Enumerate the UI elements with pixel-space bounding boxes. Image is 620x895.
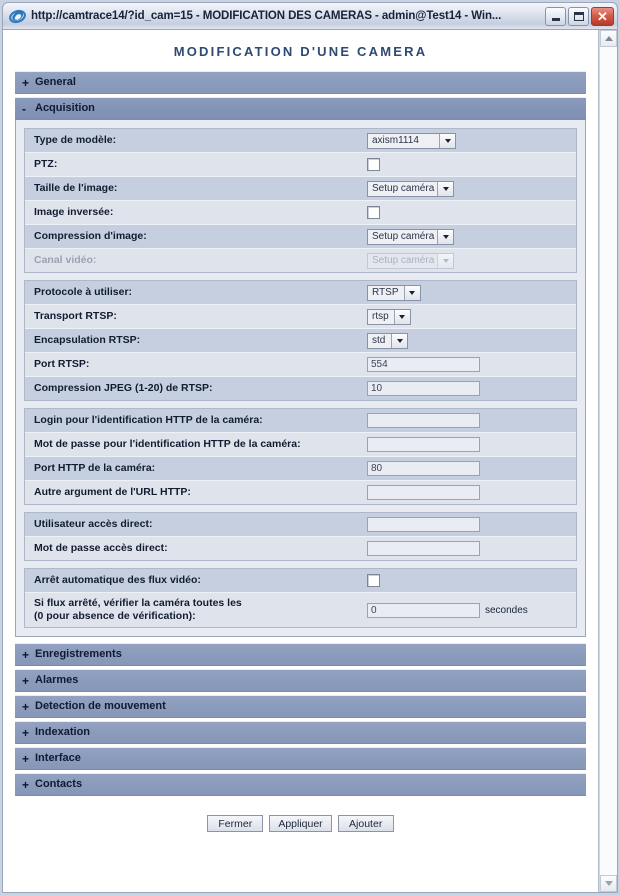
label-verification-flux <box>25 593 363 627</box>
label-login-http: Login pour l'identification HTTP de la caméra: <box>34 413 263 426</box>
expand-plus-icon: + <box>22 725 30 740</box>
row-compression-image <box>25 225 576 249</box>
row-arret-auto <box>25 569 576 593</box>
section-header-detection[interactable] <box>15 695 586 718</box>
label-type-modele: Type de modèle: <box>34 133 117 146</box>
section-label-general: General <box>35 76 76 88</box>
label-compression-image: Compression d'image: <box>34 229 147 242</box>
section-header-indexation[interactable] <box>15 721 586 744</box>
field-mdp-direct <box>363 538 576 559</box>
close-form-button[interactable]: Fermer <box>207 815 263 832</box>
window-client-area <box>2 30 618 893</box>
section-label-enregistrements: Enregistrements <box>35 648 122 661</box>
select-encapsulation-rtsp[interactable] <box>367 333 408 349</box>
row-protocole <box>25 281 576 305</box>
apply-button[interactable]: Appliquer <box>269 815 331 832</box>
scrollbar-track[interactable] <box>600 47 617 875</box>
chevron-down-icon <box>437 254 453 268</box>
select-canal-video <box>367 253 454 269</box>
label-verification-line1: Si flux arrêté, vérifier la caméra toutes les <box>34 597 242 609</box>
row-port-http <box>25 457 576 481</box>
row-taille-image <box>25 177 576 201</box>
section-header-enregistrements[interactable] <box>15 643 586 666</box>
select-value-canal-video: Setup caméra <box>372 255 435 266</box>
select-value-taille-image: Setup caméra <box>372 183 435 194</box>
field-verification-flux <box>363 600 576 621</box>
select-compression-image[interactable] <box>367 229 454 245</box>
expand-plus-icon: + <box>22 75 30 90</box>
scroll-down-button[interactable] <box>600 875 617 892</box>
label-image-inversee: Image inversée: <box>34 205 114 218</box>
section-header-interface[interactable] <box>15 747 586 770</box>
label-arret-auto: Arrêt automatique des flux vidéo: <box>34 573 201 586</box>
field-port-http <box>363 458 576 479</box>
page-frame <box>3 30 599 892</box>
checkbox-ptz[interactable] <box>367 158 380 171</box>
section-label-contacts: Contacts <box>35 778 83 791</box>
field-autre-argument <box>363 482 576 503</box>
field-utilisateur-direct <box>363 514 576 535</box>
row-utilisateur-direct <box>25 513 576 537</box>
label-mdp-direct: Mot de passe accès direct: <box>34 541 168 554</box>
field-protocole <box>363 282 576 304</box>
group-rtsp-settings <box>24 280 577 401</box>
expand-plus-icon: + <box>22 673 30 688</box>
input-login-http[interactable] <box>367 413 480 428</box>
section-label-indexation: Indexation <box>35 726 91 739</box>
add-button[interactable]: Ajouter <box>338 815 394 832</box>
maximize-button[interactable] <box>568 7 589 26</box>
row-canal-video <box>25 249 576 272</box>
group-model-settings <box>24 128 577 273</box>
row-mdp-http <box>25 433 576 457</box>
scroll-up-button[interactable] <box>600 30 617 47</box>
label-canal-video: Canal vidéo: <box>34 253 97 266</box>
section-header-alarmes[interactable] <box>15 669 586 692</box>
internet-explorer-icon <box>9 8 26 25</box>
select-value-compression-image: Setup caméra <box>372 231 435 242</box>
close-icon: ✕ <box>597 8 608 24</box>
field-compression-image <box>363 226 576 248</box>
chevron-down-icon <box>439 134 455 148</box>
row-mdp-direct <box>25 537 576 560</box>
window-controls <box>545 7 614 26</box>
checkbox-image-inversee[interactable] <box>367 206 380 219</box>
select-taille-image[interactable] <box>367 181 454 197</box>
field-image-inversee <box>363 203 576 222</box>
row-port-rtsp <box>25 353 576 377</box>
page-bottom-spacer <box>3 842 598 850</box>
group-http-settings <box>24 408 577 505</box>
select-type-modele[interactable] <box>367 133 456 149</box>
section-header-acquisition[interactable] <box>15 97 586 120</box>
select-transport-rtsp[interactable] <box>367 309 411 325</box>
section-label-detection: Detection de mouvement <box>35 700 166 713</box>
maximize-icon <box>574 12 584 21</box>
page-body <box>3 30 598 892</box>
select-value-transport-rtsp: rtsp <box>372 311 389 322</box>
expand-plus-icon: + <box>22 699 30 714</box>
input-verification-interval[interactable]: 0 <box>367 603 480 618</box>
minimize-button[interactable] <box>545 7 566 26</box>
chevron-down-icon <box>437 182 453 196</box>
field-type-modele <box>363 130 576 152</box>
expand-plus-icon: + <box>22 777 30 792</box>
chevron-down-icon <box>394 310 410 324</box>
section-header-general[interactable] <box>15 71 586 94</box>
row-verification-flux <box>25 593 576 627</box>
select-value-encapsulation-rtsp: std <box>372 335 386 346</box>
label-verification-unit: secondes <box>485 604 528 616</box>
field-ptz <box>363 155 576 174</box>
chevron-down-icon <box>391 334 407 348</box>
row-image-inversee <box>25 201 576 225</box>
row-transport-rtsp <box>25 305 576 329</box>
field-arret-auto <box>363 571 576 590</box>
chevron-down-icon <box>605 881 613 886</box>
label-transport-rtsp: Transport RTSP: <box>34 309 117 322</box>
acquisition-panel <box>15 120 586 637</box>
chevron-down-icon <box>404 286 420 300</box>
row-ptz <box>25 153 576 177</box>
field-canal-video <box>363 250 576 272</box>
label-port-http: Port HTTP de la caméra: <box>34 461 156 474</box>
field-compression-jpeg <box>363 378 576 399</box>
accordion <box>3 71 598 796</box>
row-autre-argument <box>25 481 576 504</box>
section-label-alarmes: Alarmes <box>35 674 79 687</box>
window-title: http://camtrace14/?id_cam=15 - MODIFICATION DES CAMERAS - admin@Test14 - Win... <box>31 10 502 22</box>
expand-plus-icon: + <box>22 751 30 766</box>
field-port-rtsp <box>363 354 576 375</box>
chevron-up-icon <box>605 36 613 41</box>
field-transport-rtsp <box>363 306 576 328</box>
input-port-rtsp[interactable]: 554 <box>367 357 480 372</box>
label-mdp-http: Mot de passe pour l'identification HTTP de la caméra: <box>34 437 301 450</box>
label-encapsulation-rtsp: Encapsulation RTSP: <box>34 333 141 346</box>
select-protocole[interactable] <box>367 285 421 301</box>
input-mdp-http[interactable] <box>367 437 480 452</box>
label-verification-line2: (0 pour absence de vérification): <box>34 610 196 623</box>
row-encapsulation-rtsp <box>25 329 576 353</box>
label-ptz: PTZ: <box>34 157 58 170</box>
group-direct-access <box>24 512 577 561</box>
section-header-contacts[interactable] <box>15 773 586 796</box>
label-autre-argument: Autre argument de l'URL HTTP: <box>34 485 191 498</box>
label-taille-image: Taille de l'image: <box>34 181 118 194</box>
group-flux-settings <box>24 568 577 628</box>
chevron-down-icon <box>437 230 453 244</box>
select-value-type-modele: axism1114 <box>372 135 419 146</box>
input-compression-jpeg[interactable]: 10 <box>367 381 480 396</box>
minimize-icon <box>552 18 560 21</box>
close-button[interactable] <box>591 7 614 26</box>
row-login-http <box>25 409 576 433</box>
field-mdp-http <box>363 434 576 455</box>
field-login-http <box>363 410 576 431</box>
section-label-acquisition: Acquisition <box>35 102 95 114</box>
field-encapsulation-rtsp <box>363 330 576 352</box>
input-port-http[interactable]: 80 <box>367 461 480 476</box>
input-mdp-direct[interactable] <box>367 541 480 556</box>
expand-plus-icon: + <box>22 647 30 662</box>
page-title: MODIFICATION D'UNE CAMERA <box>3 30 598 71</box>
window-titlebar <box>2 2 618 30</box>
row-type-modele <box>25 129 576 153</box>
vertical-scrollbar[interactable] <box>599 30 617 892</box>
label-port-rtsp: Port RTSP: <box>34 357 90 370</box>
form-button-bar <box>3 799 598 842</box>
collapse-minus-icon: - <box>22 101 26 116</box>
select-value-protocole: RTSP <box>372 287 399 298</box>
label-protocole: Protocole à utiliser: <box>34 285 133 298</box>
field-taille-image <box>363 178 576 200</box>
label-compression-jpeg: Compression JPEG (1-20) de RTSP: <box>34 381 213 394</box>
row-compression-jpeg <box>25 377 576 400</box>
checkbox-arret-auto[interactable] <box>367 574 380 587</box>
section-label-interface: Interface <box>35 752 81 765</box>
input-autre-argument[interactable] <box>367 485 480 500</box>
input-utilisateur-direct[interactable] <box>367 517 480 532</box>
label-utilisateur-direct: Utilisateur accès direct: <box>34 517 153 530</box>
